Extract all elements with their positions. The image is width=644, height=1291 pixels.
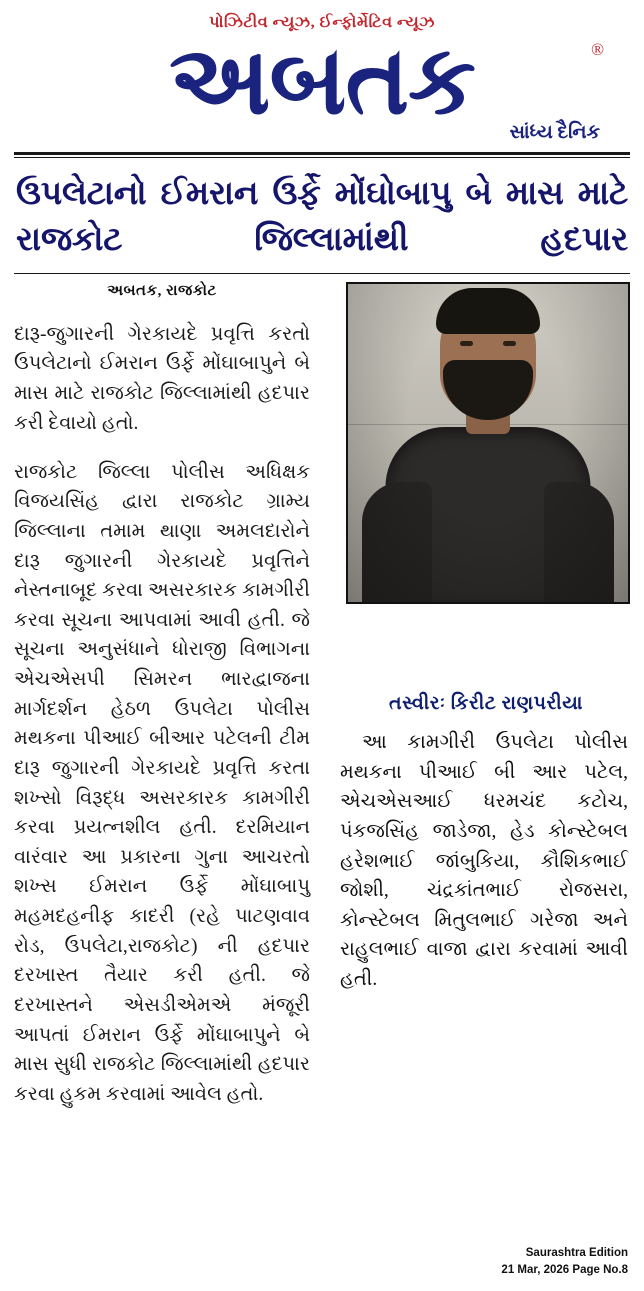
article-paragraph-2: રાજકોટ જિલ્લા પોલીસ અધિક્ષક વિજયસિંહ દ્વારા રાજકોટ ગ્રામ્ય જિલ્લાના તમામ થાણા અમલદારોને દારૂ જુગારની ગેરકાયદે પ્રવૃત્તિને નેસ્તનાબૂદ કરવા અસરકારક કામગીરી કરવા સૂચના આપવામાં આવી હતી. જે સૂચના અનુસંધાને ધોરાજી વિભાગના એચએસપી સિમરન ભારદ્વાજના માર્ગદર્શન હેઠળ ઉપલેટા પોલીસ મથકના પીઆઈ બીઆર પટેલની ટીમ દારૂ જુગારની ગેરકાયદે પ્રવૃત્તિ કરતા શખ્સો વિરૂદ્ધ અસરકારક કામગીરી કરવા પ્રયત્નશીલ હતી. દરમિયાન વારંવાર આ પ્રકારના ગુના આચરતો શખ્સ ઈમરાન ઉર્ફે મોંઘાબાપુ મહમદહનીફ કાદરી (રહે પાટણવાવ રોડ, ઉપલેટા,રાજકોટ) ની હદપાર દરખાસ્ત તૈયાર કરી હતી. જે દરખાસ્તને એસડીએમએ મંજૂરી આપતાં ઈમરાન ઉર્ફે મોંઘાબાપુને બે માસ સુધી રાજકોટ જિલ્લામાંથી હદપાર કરવા હુકમ કરવામાં આવેલ હતો. — [14, 461, 310, 1105]
footer-edition: Saurashtra Edition — [525, 1246, 628, 1259]
registered-mark-icon: ® — [591, 40, 604, 59]
article-byline: અબતક, રાજકોટ — [107, 283, 217, 300]
article-headline: ઉપલેટાનો ઈમરાન ઉર્ફે મોંઘોબાપુ બે માસ માટે રાજકોટ જિલ્લામાંથી હદપાર — [16, 176, 628, 258]
article-photo-caption: તસ્વીરઃ કિરીટ રાણપરીયા — [344, 690, 628, 720]
masthead — [14, 0, 630, 144]
footer-date-page: 21 Mar, 2026 Page No.8 — [501, 1263, 628, 1276]
masthead-tagline: પોઝિટીવ ન્યૂઝ, ઈન્ફોર્મેટિવ ન્યૂઝ — [209, 14, 435, 31]
headline-divider — [14, 273, 630, 274]
article-photo — [348, 284, 628, 602]
article-paragraph-3: આ કામગીરી ઉપલેટા પોલીસ મથકના પીઆઈ બી આર પટેલ, એચએસઆઈ ધરમચંદ કટોચ, પંકજસિંહ જાડેજા, હેડ કોન્સ્ટેબલ હરેશભાઈ જાંબુકિયા, કૌશિકભાઈ જોશી, ચંદ્રકાંતભાઈ રોજસરા, કોન્સ્ટેબલ મિતુલભાઈ ગરેજા અને રાહુલભાઈ વાજા દ્વારા કરવામાં આવી હતી. — [340, 732, 628, 990]
article-right-column — [340, 728, 628, 995]
masthead-divider-thick — [14, 152, 630, 155]
masthead-subtitle: સાંધ્ય દૈનિક — [509, 122, 600, 144]
page-footer — [501, 1245, 628, 1280]
photo-vignette — [348, 284, 628, 602]
article-photo-container — [346, 282, 630, 604]
article-lead-column — [14, 320, 310, 1110]
article-paragraph-1: દારૂ-જુગારની ગેરકાયદે પ્રવૃત્તિ કરતો ઉપલેટાનો ઈમરાન ઉર્ફે મોંઘાબાપુને બે માસ માટે રાજકોટ જિલ્લામાંથી હદપાર કરી દેવાયો હતો. — [14, 323, 310, 434]
masthead-title: અબતક — [169, 27, 475, 134]
